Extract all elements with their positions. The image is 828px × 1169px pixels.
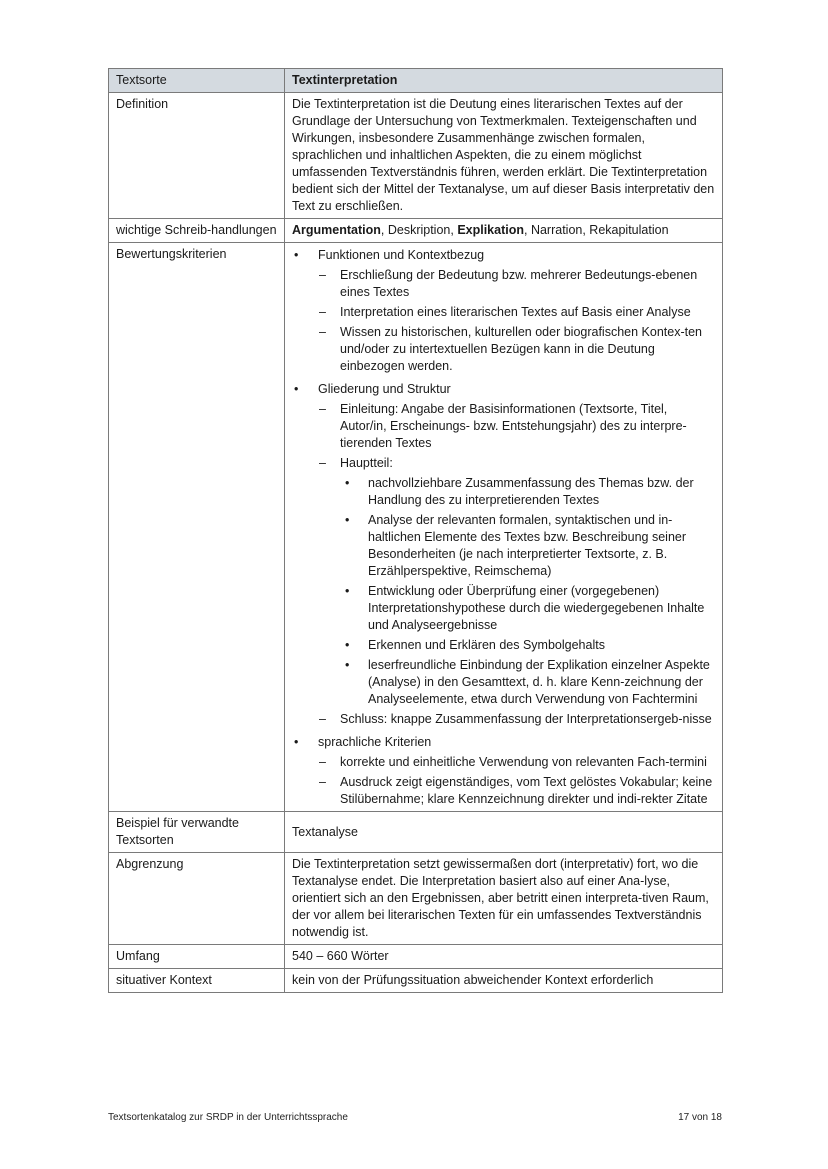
list-item: [340, 512, 716, 580]
definition-text: Die Textinterpretation ist die Deutung eines literarischen Textes auf der Grundlage der Untersuchung von Textmerkmalen. Texteigenschaften und Wirkungen, insbesondere Zusammenhänge zwischen formalen, sprachlichen und inhaltlichen Aspekten, die zu einem möglichst umfassenden Textverständnis führen, werden erklärt. Die Textinterpretation bedient sich der Mittel der Textanalyse, um auf dieser Basis interpretativ den Text zu erschließen.: [292, 97, 715, 213]
umfang-row: [109, 945, 723, 969]
criteria-sublist: [318, 401, 716, 728]
schreibhandlungen-row: [109, 219, 723, 243]
header-label: Textsorte: [109, 69, 285, 93]
dash-icon: –: [319, 305, 326, 319]
bullet-icon: •: [294, 735, 299, 749]
schreibhandlung-sep-2: , Narration, Rekapitulation: [524, 223, 669, 237]
footer-title: Textsortenkatalog zur SRDP in der Unterrichtssprache: [108, 1112, 348, 1123]
bullet-icon: •: [345, 638, 350, 652]
list-item-text: Interpretation eines literarischen Textes auf Basis einer Analyse: [340, 305, 691, 319]
abgrenzung-cell: [285, 853, 723, 945]
kontext-row: [109, 969, 723, 993]
list-item-text: korrekte und einheitliche Verwendung von relevanten Fach-termini: [340, 755, 707, 769]
umfang-label: Umfang: [109, 945, 285, 969]
dash-icon: –: [319, 755, 326, 769]
header-value: Textinterpretation: [285, 69, 723, 93]
schreibhandlung-argumentation: Argumentation: [292, 223, 381, 237]
bullet-icon: •: [345, 584, 350, 598]
bullet-icon: •: [345, 476, 350, 490]
criteria-sublist: [318, 754, 716, 808]
bullet-icon: •: [345, 513, 350, 527]
list-item: [318, 401, 716, 452]
list-item-text: Entwicklung oder Überprüfung einer (vorgegebenen) Interpretationshypothese durch die wiedergegebenen Inhalte und Analyseergebnisse: [368, 584, 705, 632]
criteria-sublist: [318, 267, 716, 375]
intro-text: Einleitung: Angabe der Basisinformationen (Textsorte, Titel, Autor/in, Erscheinungs- bzw. Entstehungsjahr) des zu interpre-tierenden Textes: [340, 402, 687, 450]
criteria-group-language: [292, 734, 716, 808]
list-item: [318, 324, 716, 375]
list-item: [340, 475, 716, 509]
list-item: [340, 637, 716, 654]
conclusion-text: Schluss: knappe Zusammenfassung der Interpretationsergeb-nisse: [340, 712, 712, 726]
list-item: [340, 657, 716, 708]
list-item-text: nachvollziehbare Zusammenfassung des Themas bzw. der Handlung des zu interpretierenden Textes: [368, 476, 694, 507]
list-item-text: Wissen zu historischen, kulturellen oder biografischen Kontex-ten und/oder zu intertextuellen Bezügen kann in die Deutung einbezogen werden.: [340, 325, 702, 373]
list-item-text: Erkennen und Erklären des Symbolgehalts: [368, 638, 605, 652]
bullet-icon: •: [294, 248, 299, 262]
beispiel-value: Textanalyse: [285, 812, 723, 853]
bewertung-cell: [285, 243, 723, 812]
dash-icon: –: [319, 325, 326, 339]
criteria-group-title: sprachliche Kriterien: [318, 735, 432, 749]
umfang-value: 540 – 660 Wörter: [285, 945, 723, 969]
dash-icon: –: [319, 268, 326, 282]
textsorte-table: [108, 68, 723, 993]
criteria-group-title: Funktionen und Kontextbezug: [318, 248, 485, 262]
kontext-label: situativer Kontext: [109, 969, 285, 993]
schreibhandlung-explikation: Explikation: [457, 223, 524, 237]
page-number: 17 von 18: [678, 1112, 722, 1123]
dash-icon: –: [319, 456, 326, 470]
list-item: [318, 754, 716, 771]
criteria-group-structure: [292, 381, 716, 728]
list-item-text: leserfreundliche Einbindung der Explikation einzelner Aspekte (Analyse) in den Gesamttext, d. h. klare Kenn-zeichnung der Analyseelemente, etwa durch Verwendung von Fachtermini: [368, 658, 710, 706]
bullet-icon: •: [294, 382, 299, 396]
list-item: [318, 774, 716, 808]
list-item: [318, 304, 716, 321]
beispiel-row: [109, 812, 723, 853]
kontext-value: kein von der Prüfungssituation abweichender Kontext erforderlich: [285, 969, 723, 993]
schreibhandlung-sep-1: , Deskription,: [380, 223, 458, 237]
main-part-label: Hauptteil:: [340, 456, 393, 470]
schreibhandlungen-label: wichtige Schreib-handlungen: [109, 219, 285, 243]
definition-row: [109, 93, 723, 219]
list-item-text: Erschließung der Bedeutung bzw. mehrerer Bedeutungs-ebenen eines Textes: [340, 268, 698, 299]
bewertung-row: [109, 243, 723, 812]
beispiel-label: Beispiel für verwandte Textsorten: [109, 812, 285, 853]
abgrenzung-text: Die Textinterpretation setzt gewissermaßen dort (interpretativ) fort, wo die Textanalyse endet. Die Interpretation basiert also auf einer Ana-lyse, orientiert sich an den Ergebnissen, aber betritt einen interpreta-tiven Raum, der vor allem bei literarischen Texten für ein umfassendes Textverständnis notwendig ist.: [292, 857, 709, 939]
definition-cell: [285, 93, 723, 219]
bullet-icon: •: [345, 658, 350, 672]
definition-label: Definition: [109, 93, 285, 219]
list-item: [318, 711, 716, 728]
abgrenzung-row: [109, 853, 723, 945]
list-item-text: Analyse der relevanten formalen, syntaktischen und in-haltlichen Elemente des Textes bzw. Beschreibung seiner Besonderheiten (je nach interpretierter Textsorte, z. B. Erzählperspektive, Reimschema): [368, 513, 687, 578]
criteria-list: [292, 247, 716, 808]
dash-icon: –: [319, 402, 326, 416]
schreibhandlungen-cell: [285, 219, 723, 243]
dash-icon: –: [319, 712, 326, 726]
list-item: [318, 267, 716, 301]
list-item-text: Ausdruck zeigt eigenständiges, vom Text gelöstes Vokabular; keine Stilübernahme; klare Kennzeichnung direkter und indi-rekter Zitate: [340, 775, 713, 806]
bewertung-label: Bewertungskriterien: [109, 243, 285, 812]
header-row: [109, 69, 723, 93]
abgrenzung-label: Abgrenzung: [109, 853, 285, 945]
criteria-group-title: Gliederung und Struktur: [318, 382, 451, 396]
criteria-group-functions: [292, 247, 716, 375]
list-item: [318, 455, 716, 708]
list-item: [340, 583, 716, 634]
main-part-list: [340, 475, 716, 708]
dash-icon: –: [319, 775, 326, 789]
